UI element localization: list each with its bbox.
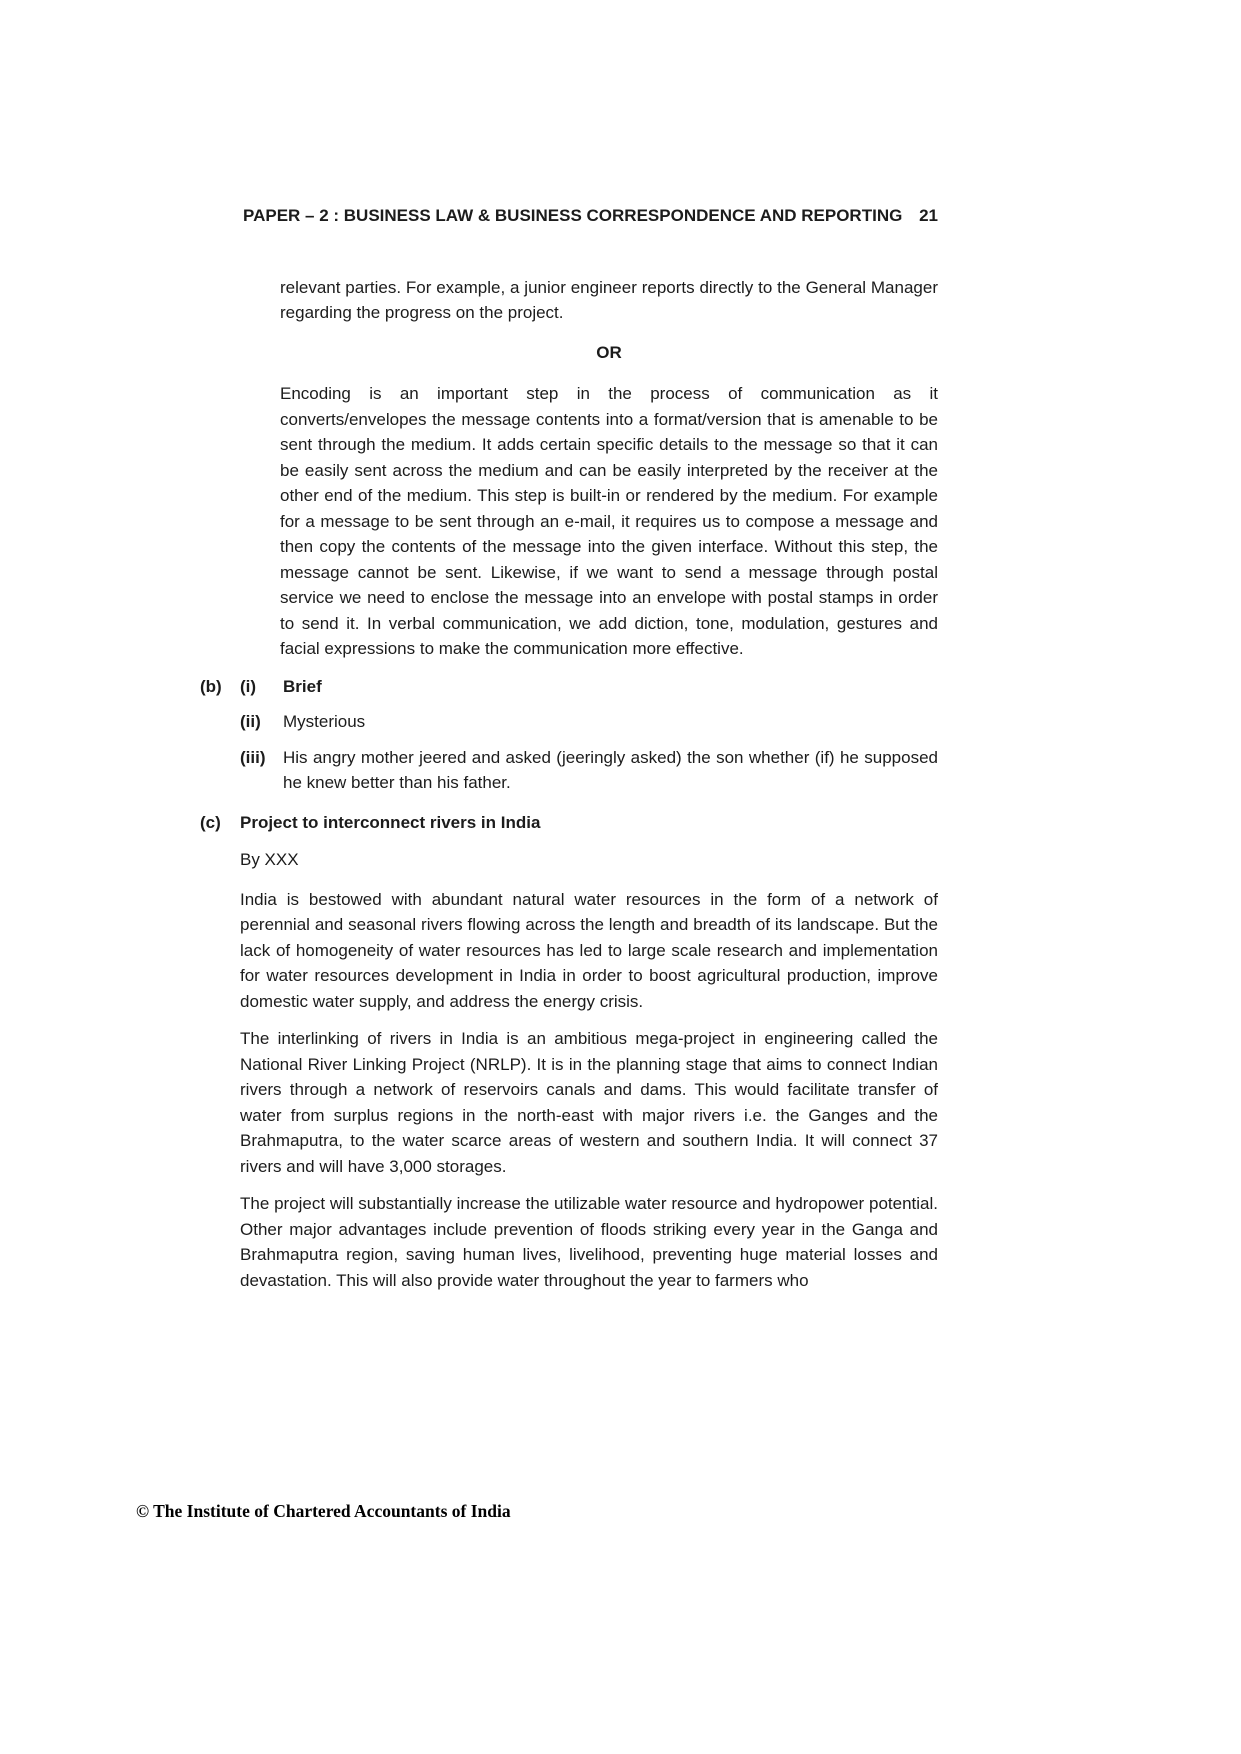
intro-paragraph: relevant parties. For example, a junior engineer reports directly to the General Manager regarding the progress on the project.: [280, 277, 938, 322]
item-c-title: Project to interconnect rivers in India: [240, 812, 541, 832]
encoding-paragraph: Encoding is an important step in the process of communication as it converts/envelopes the message contents into a format/version that is amenable to be sent through the medium. It adds certain specific details to the message so that it can be easily sent across the medium and can be easily interpreted by the receiver at the other end of the medium. This step is built-in or rendered by the medium. For example for a message to be sent through an e-mail, it requires us to compose a message and then copy the contents of the message into the given interface. Without this step, the message cannot be sent. Likewise, if we want to send a message through postal service we need to enclose the message into an envelope with postal stamps in order to send it. In verbal communication, we add diction, tone, modulation, gestures and facial expressions to make the communication more effective.: [280, 384, 938, 658]
item-b-sub-i-label: (i): [240, 676, 257, 696]
item-c-heading-row: [200, 810, 938, 836]
item-b-sub-iii-label: (iii): [240, 747, 266, 767]
item-b-spacer: [200, 709, 240, 735]
item-b-label: (b): [200, 676, 222, 696]
answer-block: [280, 275, 938, 662]
item-c-label: (c): [200, 812, 221, 832]
page-number: 21: [919, 206, 938, 225]
content-column: [200, 203, 938, 1305]
item-c-paragraph-1: India is bestowed with abundant natural water resources in the form of a network of perennial and seasonal rivers flowing across the length and breadth of its landscape. But the lack of homogeneity of water resources has led to large scale research and implementation for water resources development in India in order to boost agricultural production, improve domestic water supply, and address the energy crisis.: [240, 889, 938, 1011]
item-b-spacer: [200, 745, 240, 796]
footer-copyright: © The Institute of Chartered Accountants of India: [136, 1501, 511, 1521]
item-b-sub-iii-text: His angry mother jeered and asked (jeeringly asked) the son whether (if) he supposed he knew better than his father.: [283, 747, 938, 792]
byline: By XXX: [240, 850, 299, 869]
item-b-row-3: [200, 745, 938, 796]
item-b-sub-ii-text: Mysterious: [283, 712, 366, 731]
page-header: [243, 203, 938, 229]
or-divider: OR: [596, 342, 622, 362]
item-b-sub-i-text: Brief: [283, 676, 322, 696]
item-b-row-1: [200, 674, 938, 700]
item-b-sub-ii-label: (ii): [240, 712, 261, 731]
item-c-paragraph-3: The project will substantially increase the utilizable water resource and hydropower potential. Other major advantages include prevention of floods striking every year in the Ganga and Brahmaputra region, saving human lives, livelihood, preventing huge material losses and devastation. This will also provide water throughout the year to farmers who: [240, 1194, 938, 1290]
item-c-paragraph-2: The interlinking of rivers in India is an ambitious mega-project in engineering called the National River Linking Project (NRLP). It is in the planning stage that aims to connect Indian rivers through a network of reservoirs canals and dams. This would facilitate transfer of water from surplus regions in the north-east with major rivers i.e. the Ganges and the Brahmaputra, to the water scarce areas of western and southern India. It will connect 37 rivers and will have 3,000 storages.: [240, 1029, 938, 1176]
item-b-row-2: [200, 709, 938, 735]
item-c-body: [240, 847, 938, 1293]
header-title: PAPER – 2 : BUSINESS LAW & BUSINESS CORRESPONDENCE AND REPORTING: [243, 206, 903, 225]
